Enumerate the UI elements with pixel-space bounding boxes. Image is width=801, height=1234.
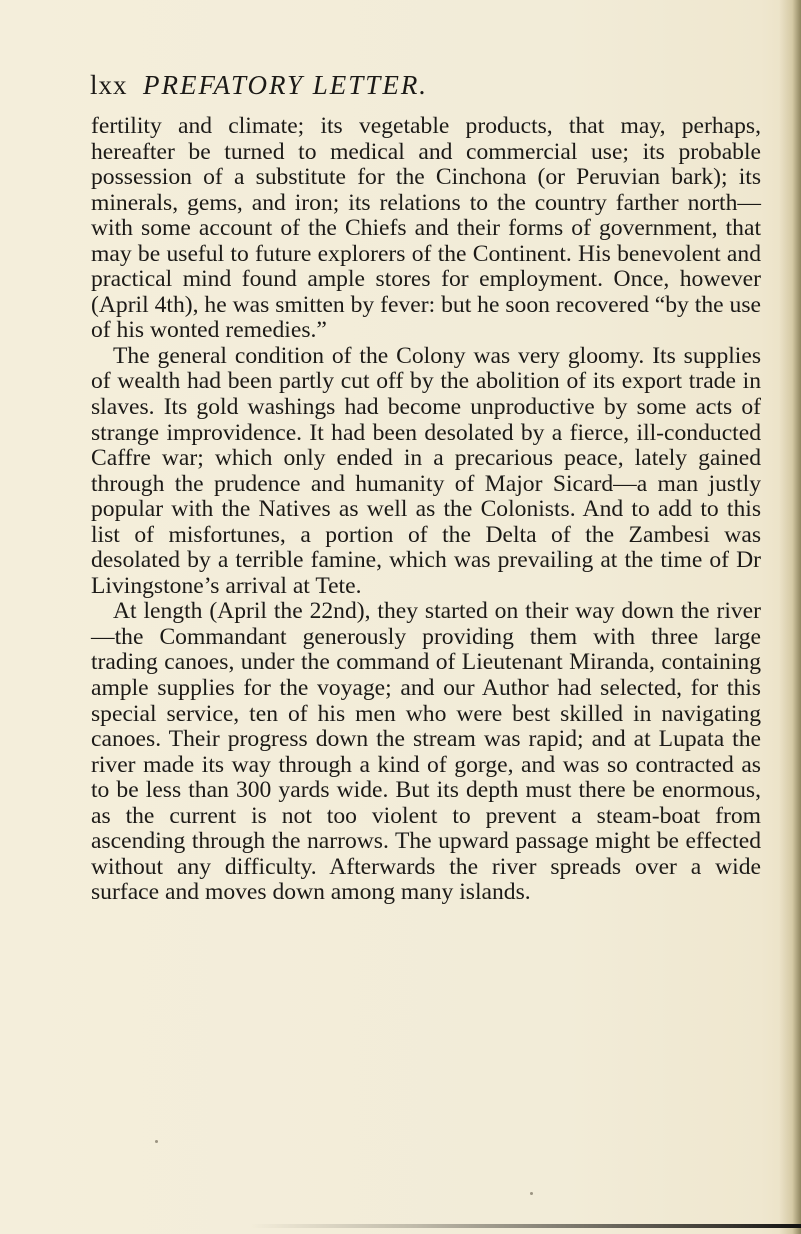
page-bottom-edge xyxy=(250,1224,801,1228)
running-head: PREFATORY LETTER. xyxy=(143,70,429,100)
paragraph: At length (April the 22nd), they started on their way down the river—the Commandant generously providing them with three large trading canoes, under the command of Lieutenant Miranda, containing ample supplies for the voyage; and our Author had selected, for this special service, ten of his men who were best skilled in navigating canoes. Their progress down the stream was rapid; and at Lupata the river made its way through a kind of gorge, and was so contracted as to be less than 300 yards wide. But its depth must there be enormous, as the current is not too violent to prevent a steam-boat from ascending through the narrows. The upward passage might be effected without any difficulty. Afterwards the river spreads over a wide surface and moves down among many islands. xyxy=(91,598,761,906)
page-edge-shadow xyxy=(779,0,801,1234)
paragraph: The general condition of the Colony was very gloomy. Its supplies of wealth had been partly cut off by the abolition of its export trade in slaves. Its gold washings had become unproductive by some acts of strange improvidence. It had been desolated by a fierce, ill-conducted Caffre war; which only ended in a precarious peace, lately gained through the prudence and humanity of Major Sicard—a man justly popular with the Natives as well as the Colonists. And to add to this list of misfortunes, a portion of the Delta of the Zambesi was desolated by a terrible famine, which was prevailing at the time of Dr Livingstone’s arrival at Tete. xyxy=(91,342,761,599)
body-text xyxy=(91,114,761,906)
paragraph: fertility and climate; its vegetable products, that may, perhaps, hereafter be turned to medical and commercial use; its probable possession of a substitute for the Cinchona (or Peruvian bark); its minerals, gems, and iron; its relations to the country farther north—with some account of the Chiefs and their forms of government, that may be useful to future explorers of the Continent. His benevolent and practical mind found ample stores for employment. Once, however (April 4th), he was smitten by fever: but he soon recovered “by the use of his wonted remedies.” xyxy=(91,113,761,344)
paper-speck xyxy=(530,1192,533,1195)
paper-speck xyxy=(155,1140,158,1143)
page-header xyxy=(90,70,710,110)
page-number: lxx xyxy=(90,70,128,100)
